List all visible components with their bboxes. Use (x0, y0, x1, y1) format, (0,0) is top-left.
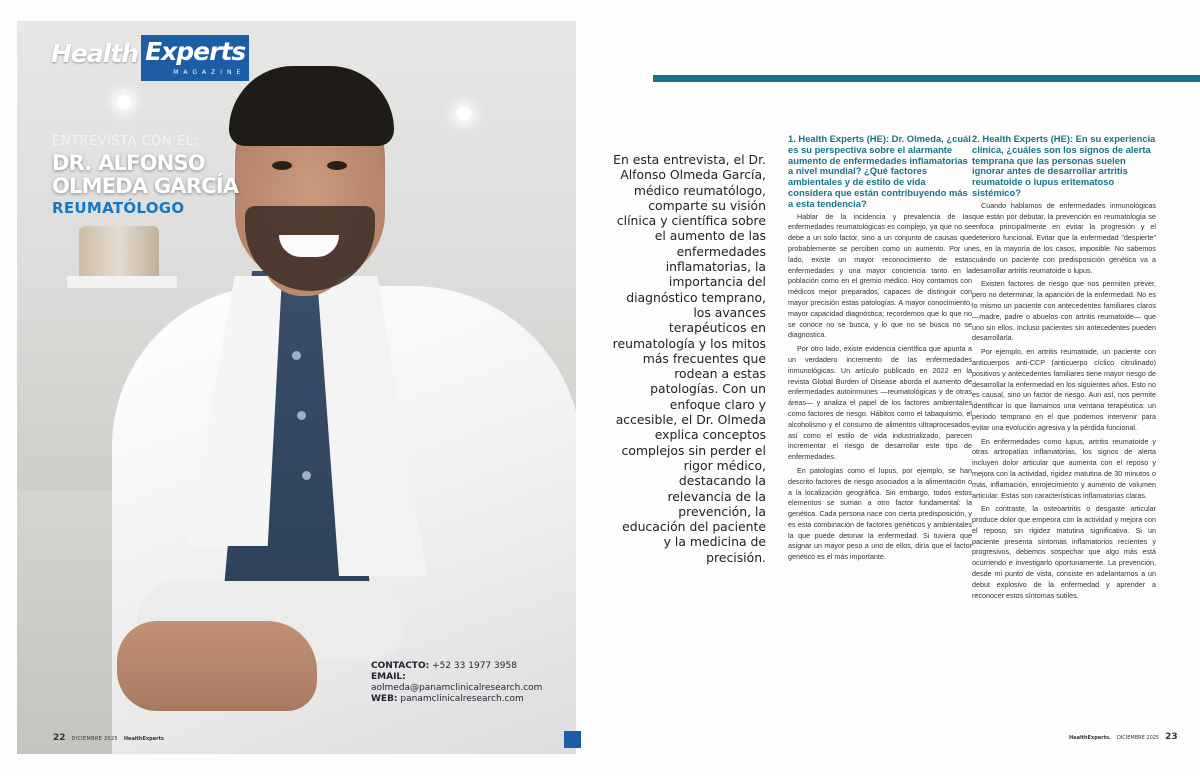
interview-kicker: ENTREVISTA CON EL: (52, 134, 199, 149)
shirt-button (302, 471, 311, 480)
folio-right (1069, 732, 1178, 742)
folio-magazine-left: HealthExperts (123, 736, 164, 742)
answer-paragraph: Hablar de la incidencia y prevalencia de las enfermedades reumatológicas es complejo, ya que no se debe a un solo factor, sino a un conjunto de causas que probablemente se perciben como un aumento. Por un lado, existe un mayor reconocimiento de estas enfermedades y una mayor conciencia tanto en la población como en el gremio médico. Hoy contamos con médicos mejor preparados, capaces de distinguir con mayor precisión estas patologías. A mayor conocimiento, mayor capacidad diagnóstica; recordemos que lo que no se conoce no se busca, y lo que no se busca no se diagnostica. (788, 211, 972, 340)
shirt-button (297, 411, 306, 420)
answer-paragraph: En patologías como el lupus, por ejemplo, se han descrito factores de riesgo asociados a la alimentación o a la localización geográfica. Sin embargo, todos estos elementos se suman a otro factor fundamental: la genética. Cada persona nace con cierta predisposición, y es esta combinación de factores genéticos y ambientales la que puede detonar la enfermedad. Si tuviera que asignar un mayor peso a uno de ellos, diría que el factor genético es el más importante. (788, 465, 972, 562)
eye (327, 161, 347, 170)
doctor-name-line1: DR. ALFONSO (52, 151, 205, 175)
logo-tagline: MAGAZINE (173, 69, 246, 76)
doctor-name (52, 152, 302, 198)
logo-experts-box (141, 35, 249, 81)
article-column-2 (972, 134, 1156, 604)
logo-health-word: Health (51, 39, 139, 68)
health-experts-logo (51, 35, 249, 81)
question-1: 1. Health Experts (HE): Dr. Olmeda, ¿cuál es su perspectiva sobre el alarmante aumento de enfermedades inflamatorias a nivel mundial? ¿Qué factores ambientales y de estilo de vida considera que están contribuyendo más a esta tendencia? (788, 133, 971, 209)
contact-email: aolmeda@panamclinicalresearch.com (371, 683, 543, 693)
doctor-specialty: REUMATÓLOGO (52, 199, 185, 217)
ceiling-light (457, 107, 471, 121)
question-2: 2. Health Experts (HE): En su experiencia clínica, ¿cuáles son los signos de alerta temprana que las personas suelen ignorar antes de desarrollar artritis reumatoide o lupus eritematoso sistémico? (972, 133, 1156, 198)
anatomical-model (79, 226, 159, 278)
answer-paragraph: Por ejemplo, en artritis reumatoide, un paciente con anticuerpos anti-CCP (anticuerpo cíclico citrulinado) positivos y antecedentes familiares tiene mayor riesgo de desarrollar la enfermedad en los siguientes años. Esto no es causal, sino un factor de riesgo. Aun así, nos permite identificar lo que llamamos una ventana terapéutica: un periodo temprano en el que podemos intervenir para evitar una evolución agresiva y la pérdida funcional. (972, 347, 1156, 432)
answer-paragraph: Por otro lado, existe evidencia científica que apunta a un verdadero incremento de las enfermedades inmunológicas. Un artículo publicado en 2022 en la revista Global Burden of Disease aborda el aumento de enfermedades autoinmunes —reumatológicas y de otras áreas— y analiza el papel de los factores ambientales como factores de riesgo. Hábitos como el tabaquismo, el alcoholismo y el consumo de alimentos ultraprocesados, así como el estilo de vida industrializado, parecen incrementar el riesgo de desarrollar este tipo de enfermedades. (788, 344, 972, 462)
contact-label: CONTACTO: (371, 661, 430, 671)
contact-web: panamclinicalresearch.com (400, 694, 524, 704)
folio-date-left: DICIEMBRE 2025 (71, 736, 118, 742)
contact-phone: +52 33 1977 3958 (432, 661, 517, 671)
header-rule (653, 75, 1200, 82)
clasped-hands (117, 621, 317, 711)
email-label: EMAIL: (371, 672, 406, 682)
shirt-button (292, 351, 301, 360)
folio-left (53, 733, 164, 743)
ceiling-light (117, 95, 131, 109)
doctor-hair (229, 66, 394, 146)
contact-block (371, 661, 571, 705)
answer-paragraph: En contraste, la osteoartritis o desgaste articular produce dolor que empeora con la actividad y mejora con el reposo, sin rigidez matutina significativa. Si un paciente presenta síntomas inflamatorios recientes y progresivos, debemos sospechar que algo más está ocurriendo e investigarlo oportunamente. La prevención, desde mi punto de vista, consiste en adelantarnos a un debut explosivo de la enfermedad y aprender a reconocer estos síntomas sutiles. (972, 504, 1156, 600)
shelf (67, 276, 177, 288)
logo-experts-word: Experts (145, 37, 246, 66)
article-column-1 (788, 134, 972, 566)
folio-date-right: DICIEMBRE 2025 (1116, 735, 1160, 741)
answer-paragraph: En enfermedades como lupus, artritis reumatoide y otras artropatías inflamatorias, los signos de alerta incluyen dolor articular que aumenta con el reposo y mejora con la actividad, rigidez matutina de 30 minutos o más, inflamación, enrojecimiento y aumento de volumen articular. Estas son características inflamatorias claras. (972, 436, 1156, 500)
corner-accent (564, 731, 581, 748)
web-label: WEB: (371, 694, 398, 704)
left-page-photo (17, 21, 576, 754)
intro-paragraph: En esta entrevista, el Dr. Alfonso Olmeda García, médico reumatólogo, comparte su visión clínica y científica sobre el aumento de las enfermedades inflamatorias, la importancia del diagnóstico temprano, los avances terapéuticos en reumatología y los mitos más frecuentes que rodean a estas patologías. Con un enfoque claro y accesible, el Dr. Olmeda explica conceptos complejos sin perder el rigor médico, destacando la relevancia de la prevención, la educación del paciente y la medicina de precisión. (612, 152, 766, 565)
answer-paragraph: Cuando hablamos de enfermedades inmunológicas que están por debutar, la prevención en reumatología se enfoca principalmente en evitar la progresión y el deterioro funcional. Evitar que la enfermedad "despierte" es, en la mayoría de los casos, imposible. No sabemos cuándo un paciente con predisposición genética va a desarrollar artritis reumatoide o lupus. (972, 200, 1156, 275)
answer-paragraph: Existen factores de riesgo que nos permiten prever, pero no determinar, la aparición de la enfermedad. No es lo mismo un paciente con antecedentes familiares claros —madre, padre o abuelos con artritis reumatoide— que uno sin ellos. Incluso pacientes sin antecedentes pueden desarrollarla. (972, 279, 1156, 343)
doctor-name-line2: OLMEDA GARCÍA (52, 174, 239, 198)
folio-magazine-right: HealthExperts. (1069, 735, 1111, 741)
page-number-right: 23 (1165, 732, 1178, 742)
page-number-left: 22 (53, 733, 66, 743)
